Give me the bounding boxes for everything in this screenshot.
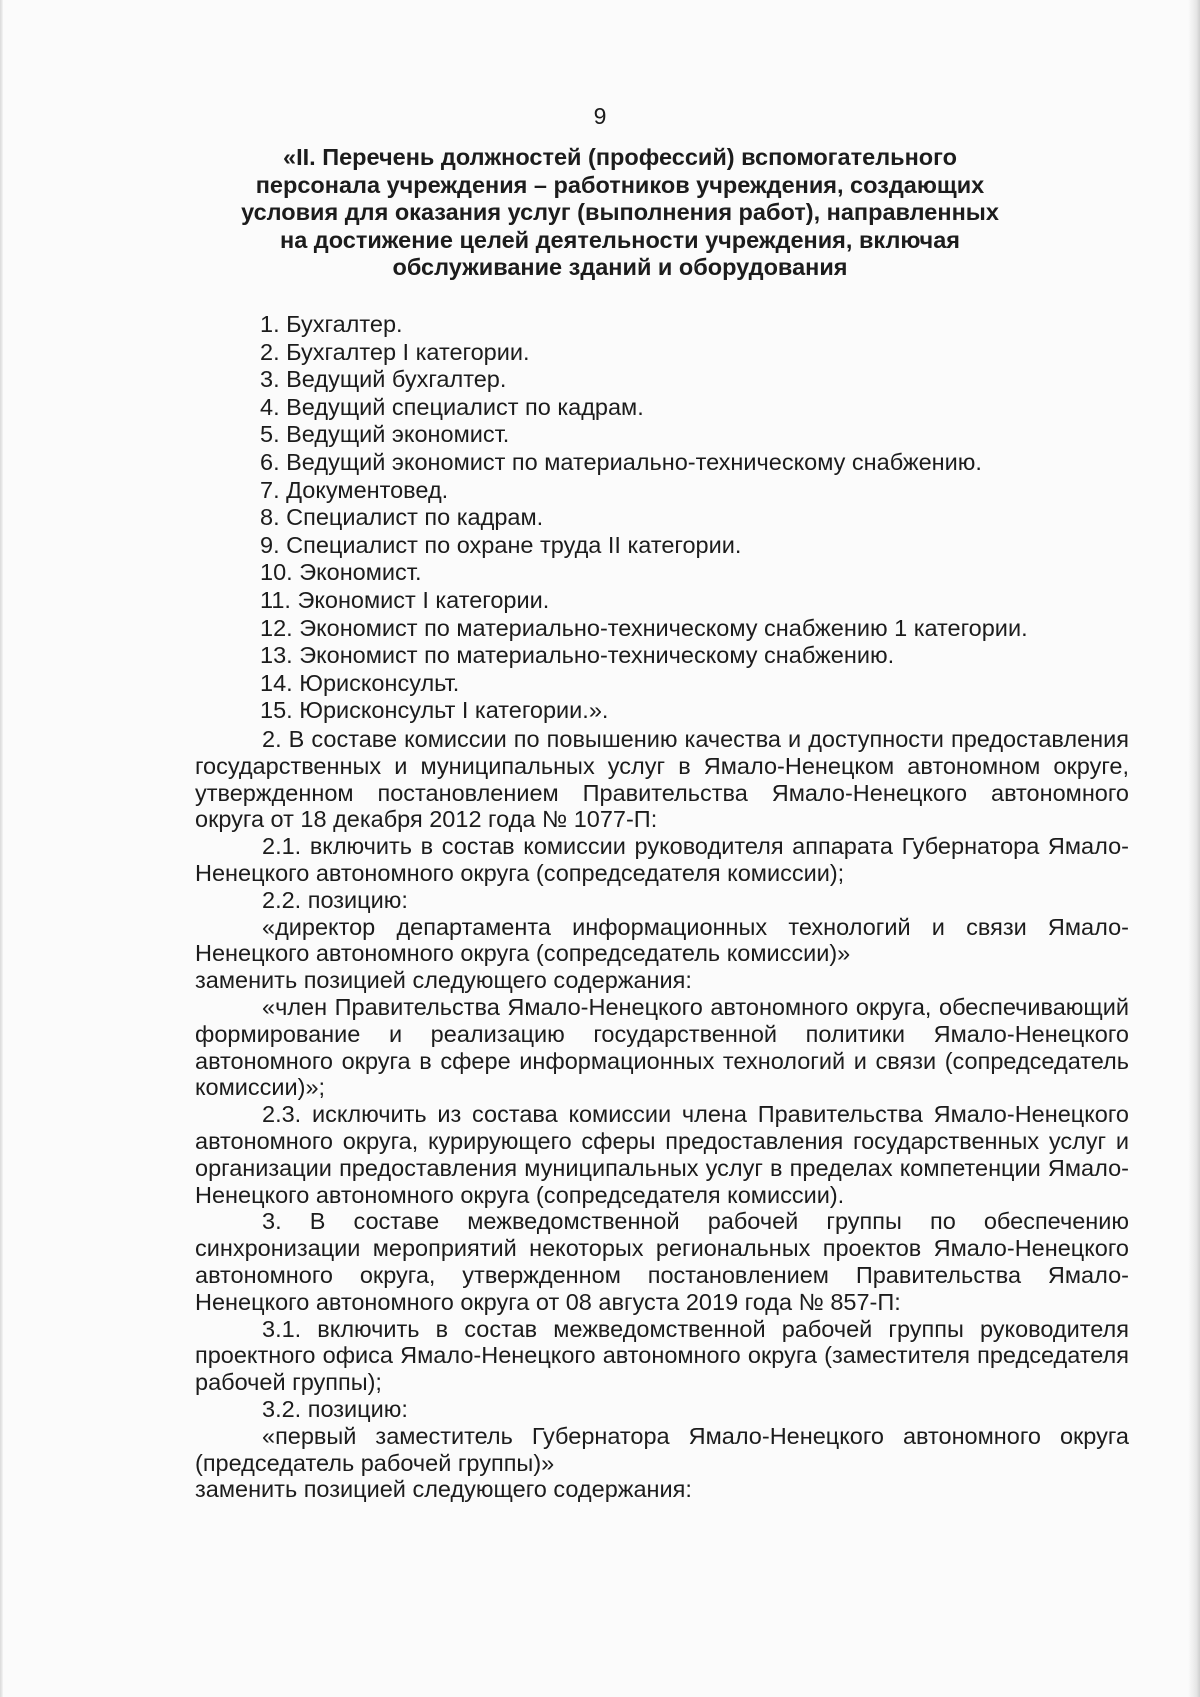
paragraph: 2. В составе комиссии по повышению качества и доступности предоставления государственных и муниципальных услуг в Ямало-Ненецком автономном округе, утвержденном постановлением Правительства Ямало-Ненецкого автономного округа от 18 декабря 2012 года № 1077-П: xyxy=(195,726,1129,833)
list-item: 9. Специалист по охране труда II категории. xyxy=(260,531,742,558)
list-item: 13. Экономист по материально-техническому снабжению. xyxy=(260,642,895,669)
paragraph: 2.2. позицию: xyxy=(262,886,408,913)
list-item: 7. Документовед. xyxy=(260,476,449,503)
list-item: 12. Экономист по материально-техническому снабжению 1 категории. xyxy=(260,614,1028,641)
paragraph: «первый заместитель Губернатора Ямало-Ненецкого автономного округа (председатель рабочей группы)» xyxy=(195,1422,1129,1476)
list-item: 3. Ведущий бухгалтер. xyxy=(260,366,507,393)
paragraph: 3.1. включить в состав межведомственной рабочей группы руководителя проектного офиса Ямало-Ненецкого автономного округа (заместителя председателя рабочей группы); xyxy=(195,1315,1129,1396)
paragraph: «директор департамента информационных технологий и связи Ямало-Ненецкого автономного округа (сопредседатель комиссии)» xyxy=(195,913,1129,967)
list-item: 15. Юрисконсульт I категории.». xyxy=(260,697,609,724)
list-item: 6. Ведущий экономист по материально-техническому снабжению. xyxy=(260,448,982,475)
list-item: 2. Бухгалтер I категории. xyxy=(260,338,530,365)
paragraph: 2.1. включить в состав комиссии руководителя аппарата Губернатора Ямало-Ненецкого автономного округа (сопредседателя комиссии); xyxy=(195,833,1129,886)
page-number: 9 xyxy=(593,103,607,129)
body-text xyxy=(195,726,1129,1503)
positions-list xyxy=(260,311,1120,725)
section-title xyxy=(220,144,1020,282)
paragraph: «член Правительства Ямало-Ненецкого автономного округа, обеспечивающий формирование и реализацию государственной политики Ямало-Ненецкого автономного округа в сфере информационных технологий и связи (сопредседатель комиссии)»; xyxy=(195,993,1129,1101)
list-item: 4. Ведущий специалист по кадрам. xyxy=(260,393,644,420)
list-item: 5. Ведущий экономист. xyxy=(260,421,510,448)
list-item: 14. Юрисконсульт. xyxy=(260,669,460,696)
title-line: «II. Перечень должностей (профессий) вспомогательного xyxy=(283,144,957,170)
list-item: 11. Экономист I категории. xyxy=(260,586,550,613)
scan-edge-left xyxy=(0,0,3,1697)
list-item: 1. Бухгалтер. xyxy=(260,311,403,337)
list-item: 8. Специалист по кадрам. xyxy=(260,504,544,531)
title-line: условия для оказания услуг (выполнения работ), направленных xyxy=(241,199,999,225)
paragraph: 3. В составе межведомственной рабочей группы по обеспечению синхронизации мероприятий некоторых региональных проектов Ямало-Ненецкого автономного округа, утвержденном постановлением Правительства Ямало-Ненецкого автономного округа от 08 августа 2019 года № 857-П: xyxy=(195,1208,1129,1315)
title-line: на достижение целей деятельности учреждения, включая xyxy=(280,226,960,253)
paragraph: заменить позицией следующего содержания: xyxy=(195,967,692,994)
paragraph: 2.3. исключить из состава комиссии члена Правительства Ямало-Ненецкого автономного округа, курирующего сферы предоставления государственных услуг и организации предоставления муниципальных услуг в пределах компетенции Ямало-Ненецкого автономного округа (сопредседателя комиссии). xyxy=(195,1101,1129,1208)
title-line: обслуживание зданий и оборудования xyxy=(392,254,848,280)
paragraph: заменить позицией следующего содержания: xyxy=(195,1476,692,1503)
scan-edge-right xyxy=(1188,0,1200,1697)
title-line: персонала учреждения – работников учреждения, создающих xyxy=(255,171,985,198)
list-item: 10. Экономист. xyxy=(260,559,422,586)
paragraph: 3.2. позицию: xyxy=(262,1395,408,1422)
